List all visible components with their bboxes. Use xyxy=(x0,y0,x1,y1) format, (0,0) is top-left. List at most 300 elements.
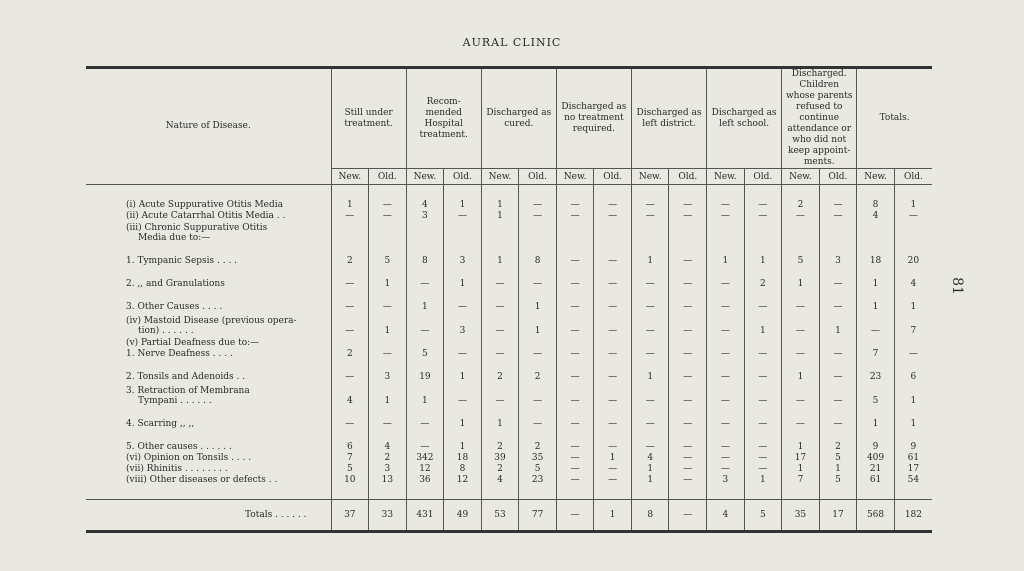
table-cell: — xyxy=(707,199,745,210)
table-cell: 5 xyxy=(331,463,369,474)
table-cell: 5 xyxy=(369,243,407,266)
table-cell: 1 xyxy=(519,312,557,336)
table-row xyxy=(86,452,932,463)
table-cell xyxy=(594,221,632,243)
table-cell: 6 xyxy=(331,429,369,452)
table-cell: 2 xyxy=(331,348,369,359)
table-cell: 8 xyxy=(406,243,444,266)
totals-cell: 5 xyxy=(744,500,782,532)
table-cell: — xyxy=(481,382,519,406)
table-row xyxy=(86,289,932,312)
table-cell: — xyxy=(519,210,557,221)
table-cell: 8 xyxy=(519,243,557,266)
table-cell xyxy=(819,336,857,348)
table-cell: 9 xyxy=(910,442,917,452)
table-cell: — xyxy=(819,199,857,210)
table-cell: — xyxy=(669,199,707,210)
table-cell: — xyxy=(519,348,557,359)
table-cell: 5 xyxy=(406,348,444,359)
subheader-old: Old. xyxy=(594,169,632,185)
table-cell: — xyxy=(556,243,594,266)
table-cell: — xyxy=(556,359,594,382)
table-cell: — xyxy=(669,474,707,485)
table-cell: — xyxy=(369,289,407,312)
table-cell: — xyxy=(782,348,820,359)
header-group: Discharged as no treatment required. xyxy=(556,68,631,169)
table-cell: — xyxy=(908,349,918,359)
table-cell: — xyxy=(444,289,482,312)
table-cell: 19 xyxy=(406,359,444,382)
table-cell: 1 xyxy=(406,382,444,406)
table-cell: 2 xyxy=(481,463,519,474)
row-label-line: 2. ,, and Granulations xyxy=(126,279,225,289)
table-cell: — xyxy=(744,359,782,382)
table-cell xyxy=(744,221,782,243)
subheader-new: New. xyxy=(631,169,669,185)
table-cell: — xyxy=(369,406,407,429)
table-cell: 5 xyxy=(819,452,857,463)
table-cell: 1 xyxy=(331,199,369,210)
table-cell: 1 xyxy=(857,406,895,429)
table-cell: — xyxy=(744,199,782,210)
table-cell xyxy=(631,336,669,348)
table-row xyxy=(86,348,932,359)
table-cell: — xyxy=(819,406,857,429)
table-cell: — xyxy=(594,312,632,336)
subheader-old: Old. xyxy=(819,169,857,185)
table-cell: 1 xyxy=(819,463,857,474)
table-row xyxy=(86,406,932,429)
table-cell: — xyxy=(631,348,669,359)
table-cell: — xyxy=(669,463,707,474)
table-cell xyxy=(707,336,745,348)
table-cell: — xyxy=(819,210,857,221)
table-cell: — xyxy=(782,210,820,221)
table-cell: — xyxy=(556,382,594,406)
table-cell: 7 xyxy=(782,474,820,485)
table-cell: 2 xyxy=(519,359,557,382)
table-cell: — xyxy=(707,312,745,336)
table-cell: — xyxy=(331,289,369,312)
table-row xyxy=(86,243,932,266)
table-cell: 1 xyxy=(910,419,917,429)
table-cell: 1 xyxy=(782,429,820,452)
row-label-line: Media due to:— xyxy=(138,233,211,243)
table-cell: — xyxy=(857,312,895,336)
totals-cell: 77 xyxy=(519,500,557,532)
table-cell xyxy=(744,336,782,348)
totals-cell: 4 xyxy=(707,500,745,532)
table-cell: — xyxy=(707,463,745,474)
table-cell: 2 xyxy=(481,429,519,452)
table-cell: 1 xyxy=(406,289,444,312)
table-cell xyxy=(519,221,557,243)
table-cell: — xyxy=(819,266,857,289)
table-row xyxy=(86,382,932,406)
table-cell xyxy=(369,336,407,348)
table-cell: 1 xyxy=(819,312,857,336)
table-cell: — xyxy=(594,382,632,406)
table-cell: 4 xyxy=(910,279,917,289)
row-label-line: (v) Partial Deafness due to:— xyxy=(126,338,260,348)
table-cell: — xyxy=(631,312,669,336)
table-cell: 1 xyxy=(594,452,632,463)
table-cell: 61 xyxy=(857,474,895,485)
row-label xyxy=(86,199,331,210)
table-cell: — xyxy=(519,382,557,406)
table-cell: 6 xyxy=(910,372,917,382)
table-cell: 7 xyxy=(857,348,895,359)
subheader-new: New. xyxy=(556,169,594,185)
table-cell: 18 xyxy=(857,243,895,266)
table-cell: — xyxy=(669,289,707,312)
table-cell: 1 xyxy=(631,463,669,474)
table-cell: — xyxy=(707,359,745,382)
totals-cell: — xyxy=(556,500,594,532)
table-cell: 1 xyxy=(519,289,557,312)
table-cell: — xyxy=(707,348,745,359)
table-cell xyxy=(331,221,369,243)
table-cell: 1 xyxy=(444,359,482,382)
table-cell xyxy=(782,221,820,243)
table-cell: 5 xyxy=(819,474,857,485)
table-cell: — xyxy=(556,474,594,485)
row-label xyxy=(86,382,331,406)
table-cell: 5 xyxy=(857,382,895,406)
table-cell: — xyxy=(594,348,632,359)
table-cell: — xyxy=(707,210,745,221)
table-row xyxy=(86,429,932,452)
table-cell: — xyxy=(669,210,707,221)
table-cell: — xyxy=(594,289,632,312)
header-nature-of-disease: Nature of Disease. xyxy=(86,68,331,185)
table-cell: — xyxy=(406,429,444,452)
row-label-line: (iv) Mastoid Disease (previous opera- xyxy=(126,316,297,326)
table-cell xyxy=(707,221,745,243)
row-label-line: 3. Retraction of Membrana xyxy=(126,386,250,396)
table-cell: 54 xyxy=(907,475,920,485)
row-label-line: (iii) Chronic Suppurative Otitis xyxy=(126,223,268,233)
table-cell xyxy=(857,336,895,348)
subheader-old: Old. xyxy=(519,169,557,185)
table-cell: — xyxy=(669,406,707,429)
table-cell: 2 xyxy=(782,199,820,210)
table-cell: — xyxy=(631,429,669,452)
table-cell: 5 xyxy=(782,243,820,266)
table-cell: 3 xyxy=(444,312,482,336)
table-cell: 61 xyxy=(907,453,920,463)
table-cell: 1 xyxy=(444,406,482,429)
header-group: Discharged as left school. xyxy=(707,68,782,169)
table-cell: — xyxy=(631,266,669,289)
table-cell: — xyxy=(331,210,369,221)
row-label xyxy=(86,463,331,474)
table-cell: — xyxy=(406,266,444,289)
table-cell: — xyxy=(744,348,782,359)
table-cell: — xyxy=(819,289,857,312)
table-cell xyxy=(556,221,594,243)
table-cell: — xyxy=(369,199,407,210)
table-cell: 20 xyxy=(907,256,920,266)
table-cell: — xyxy=(594,199,632,210)
row-label-line: (vi) Opinion on Tonsils . . . . xyxy=(126,453,252,463)
table-cell: 2 xyxy=(481,359,519,382)
table-cell: 1 xyxy=(631,359,669,382)
table-cell: — xyxy=(594,406,632,429)
row-label-line: (ii) Acute Catarrhal Otitis Media . . xyxy=(126,211,286,221)
table-cell: 5 xyxy=(519,463,557,474)
row-label xyxy=(86,289,331,312)
totals-cell: 431 xyxy=(406,500,444,532)
table-row xyxy=(86,359,932,382)
subheader-old: Old. xyxy=(444,169,482,185)
table-cell: 36 xyxy=(406,474,444,485)
subheader-old: Old. xyxy=(369,169,407,185)
totals-label: Totals . . . . . . xyxy=(86,500,331,532)
totals-cell: 37 xyxy=(331,500,369,532)
table-cell: 1 xyxy=(481,199,519,210)
table-cell: — xyxy=(594,266,632,289)
page-number: 81 xyxy=(948,277,965,295)
table-cell: — xyxy=(707,289,745,312)
totals-cell: 35 xyxy=(782,500,820,532)
table-cell: — xyxy=(782,312,820,336)
table-cell: — xyxy=(782,406,820,429)
table-cell: 2 xyxy=(819,429,857,452)
table-cell: 4 xyxy=(331,382,369,406)
table-cell: — xyxy=(519,199,557,210)
table-cell: — xyxy=(331,312,369,336)
table-cell: 2 xyxy=(744,266,782,289)
table-cell: — xyxy=(669,359,707,382)
table-cell: 2 xyxy=(331,243,369,266)
table-cell xyxy=(406,336,444,348)
table-cell xyxy=(782,336,820,348)
table-cell: — xyxy=(369,210,407,221)
table-cell: — xyxy=(481,289,519,312)
table-row xyxy=(86,221,932,243)
totals-cell: 8 xyxy=(631,500,669,532)
table-cell: 12 xyxy=(444,474,482,485)
table-cell: — xyxy=(556,312,594,336)
table-cell: 1 xyxy=(744,243,782,266)
table-cell: — xyxy=(556,406,594,429)
totals-cell: 53 xyxy=(481,500,519,532)
table-cell: 4 xyxy=(481,474,519,485)
table-cell: 3 xyxy=(369,463,407,474)
table-cell xyxy=(857,221,895,243)
table-cell: 1 xyxy=(782,463,820,474)
table-cell xyxy=(556,336,594,348)
table-cell: 35 xyxy=(519,452,557,463)
table-cell: — xyxy=(594,429,632,452)
table-cell: — xyxy=(669,312,707,336)
table-cell: — xyxy=(556,348,594,359)
table-cell: — xyxy=(908,211,918,221)
table-cell: 23 xyxy=(857,359,895,382)
table-cell: — xyxy=(631,406,669,429)
table-cell: — xyxy=(556,210,594,221)
table-cell: 3 xyxy=(819,243,857,266)
table-cell: — xyxy=(744,463,782,474)
table-cell xyxy=(594,336,632,348)
row-label xyxy=(86,266,331,289)
table-cell: — xyxy=(594,359,632,382)
table-cell: 1 xyxy=(910,396,917,406)
table-cell: — xyxy=(519,406,557,429)
table-cell: — xyxy=(707,452,745,463)
table-cell: — xyxy=(444,348,482,359)
table-cell xyxy=(331,336,369,348)
table-cell: — xyxy=(669,243,707,266)
table-cell xyxy=(444,336,482,348)
table-cell: 342 xyxy=(406,452,444,463)
table-cell: — xyxy=(744,289,782,312)
table-cell: — xyxy=(744,406,782,429)
table-cell: — xyxy=(669,429,707,452)
table-cell: — xyxy=(594,243,632,266)
table-cell xyxy=(669,221,707,243)
table-cell: 1 xyxy=(782,266,820,289)
table-cell: 3 xyxy=(707,474,745,485)
table-cell: 1 xyxy=(481,406,519,429)
table-cell: — xyxy=(819,348,857,359)
table-row xyxy=(86,199,932,210)
table-cell: — xyxy=(331,359,369,382)
row-label-line: 1. Tympanic Sepsis . . . . xyxy=(126,256,238,266)
table-row xyxy=(86,210,932,221)
row-label-line: (viii) Other diseases or defects . . xyxy=(126,475,278,485)
table-cell: 1 xyxy=(444,266,482,289)
subheader-old: Old. xyxy=(744,169,782,185)
table-cell: 1 xyxy=(707,243,745,266)
table-cell: — xyxy=(556,463,594,474)
table-cell: — xyxy=(782,289,820,312)
table-cell: 8 xyxy=(444,463,482,474)
table-cell: 23 xyxy=(519,474,557,485)
table-cell: 3 xyxy=(406,210,444,221)
table-cell: — xyxy=(594,210,632,221)
table-cell: — xyxy=(744,210,782,221)
subheader-new: New. xyxy=(406,169,444,185)
table-cell: — xyxy=(406,406,444,429)
table-cell: 10 xyxy=(331,474,369,485)
table-cell: — xyxy=(331,406,369,429)
table-cell: — xyxy=(556,452,594,463)
table-cell: — xyxy=(556,289,594,312)
table-cell: 1 xyxy=(631,474,669,485)
table-cell: — xyxy=(707,382,745,406)
table-cell: 17 xyxy=(782,452,820,463)
table-cell: 4 xyxy=(406,199,444,210)
table-cell: 1 xyxy=(481,210,519,221)
table-cell: 1 xyxy=(857,266,895,289)
table-cell: — xyxy=(556,429,594,452)
table-cell: — xyxy=(481,266,519,289)
subheader-new: New. xyxy=(481,169,519,185)
header-group: Discharged as cured. xyxy=(481,68,556,169)
table-cell: — xyxy=(444,210,482,221)
row-label-line: 3. Other Causes . . . . xyxy=(126,302,223,312)
totals-row xyxy=(86,500,932,532)
table-cell: 1 xyxy=(481,243,519,266)
row-label-line: 1. Nerve Deafness . . . . xyxy=(126,349,233,359)
table-cell: — xyxy=(707,406,745,429)
totals-cell: 568 xyxy=(857,500,895,532)
table-cell: — xyxy=(707,429,745,452)
table-cell: 4 xyxy=(631,452,669,463)
subheader-new: New. xyxy=(857,169,895,185)
table-cell: 1 xyxy=(369,382,407,406)
table-cell: — xyxy=(707,266,745,289)
header-group: Discharged. Children whose parents refused to continue attendance or who did not keep appoint- ments. xyxy=(782,68,857,169)
table-cell: 4 xyxy=(857,210,895,221)
header-group: Recom- mended Hospital treatment. xyxy=(406,68,481,169)
row-label-line: 5. Other causes . . . . . . xyxy=(126,442,232,452)
table-cell: — xyxy=(631,199,669,210)
table-cell: 1 xyxy=(857,289,895,312)
table-cell xyxy=(894,221,932,243)
table-cell xyxy=(669,336,707,348)
table-cell: 1 xyxy=(744,474,782,485)
row-label-line: (vii) Rhinitis . . . . . . . . xyxy=(126,464,228,474)
table-cell: 12 xyxy=(406,463,444,474)
totals-cell: 1 xyxy=(594,500,632,532)
table-cell xyxy=(406,221,444,243)
row-label xyxy=(86,221,331,243)
table-cell: 1 xyxy=(744,312,782,336)
table-cell: 21 xyxy=(857,463,895,474)
totals-cell: 49 xyxy=(444,500,482,532)
table-cell xyxy=(819,221,857,243)
row-label xyxy=(86,243,331,266)
table-cell: — xyxy=(406,312,444,336)
table-row xyxy=(86,336,932,348)
table-cell: 1 xyxy=(910,200,917,210)
table-cell xyxy=(444,221,482,243)
row-label xyxy=(86,359,331,382)
table-cell: — xyxy=(744,382,782,406)
table-cell: — xyxy=(481,312,519,336)
table-cell xyxy=(631,221,669,243)
table-row xyxy=(86,266,932,289)
table-cell: 1 xyxy=(782,359,820,382)
table-cell xyxy=(894,336,932,348)
row-label xyxy=(86,348,331,359)
table-cell: — xyxy=(556,199,594,210)
table-cell: — xyxy=(631,289,669,312)
table-cell: — xyxy=(631,382,669,406)
row-label-line: 4. Scarring ,, ,, xyxy=(126,419,195,429)
row-label xyxy=(86,312,331,336)
table-cell: — xyxy=(669,348,707,359)
subheader-old: Old. xyxy=(669,169,707,185)
table-cell: 2 xyxy=(519,429,557,452)
table-cell: 8 xyxy=(857,199,895,210)
table-cell: — xyxy=(819,382,857,406)
totals-cell: 182 xyxy=(894,500,932,532)
row-label xyxy=(86,406,331,429)
totals-cell: 17 xyxy=(819,500,857,532)
table-cell: 13 xyxy=(369,474,407,485)
aural-clinic-table xyxy=(86,66,932,533)
table-cell: — xyxy=(669,266,707,289)
table-cell: — xyxy=(669,452,707,463)
header-group: Totals. xyxy=(857,68,932,169)
table-row xyxy=(86,312,932,336)
table-cell: 1 xyxy=(444,429,482,452)
row-label-line: (i) Acute Suppurative Otitis Media xyxy=(126,200,284,210)
